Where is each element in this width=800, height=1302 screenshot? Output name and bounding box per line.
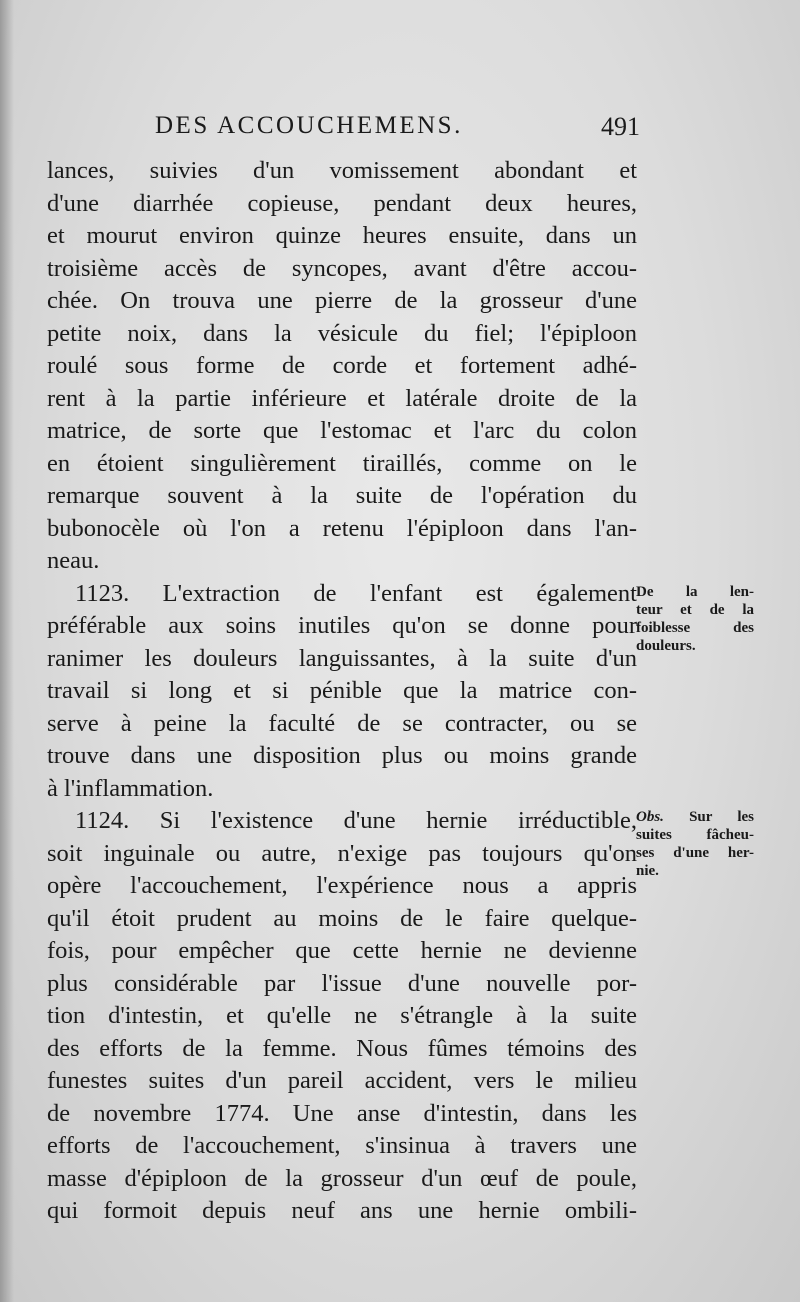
text-line: et mourut environ quinze heures ensuite, dans un bbox=[47, 222, 637, 249]
obs-label: Obs. bbox=[636, 809, 664, 825]
text-line: matrice, de sorte que l'estomac et l'arc du colon bbox=[47, 417, 637, 444]
text-line: tion d'intestin, et qu'elle ne s'étrangle à la suite bbox=[47, 1002, 637, 1029]
text-line: trouve dans une disposition plus ou moins grande bbox=[47, 742, 637, 769]
text-line: fois, pour empêcher que cette hernie ne devienne bbox=[47, 937, 637, 964]
text-line: funestes suites d'un pareil accident, vers le milieu bbox=[47, 1067, 637, 1094]
marginal-note-line: douleurs. bbox=[636, 638, 696, 654]
text-line: efforts de l'accouchement, s'insinua à travers une bbox=[47, 1132, 637, 1159]
marginal-note-line: foiblesse des bbox=[636, 620, 754, 636]
text-line: préférable aux soins inutiles qu'on se donne pour bbox=[47, 612, 637, 639]
running-head: DES ACCOUCHEMENS. bbox=[155, 112, 463, 139]
text-line: troisième accès de syncopes, avant d'être accou- bbox=[47, 254, 637, 282]
text-line: plus considérable par l'issue d'une nouvelle por- bbox=[47, 969, 637, 997]
marginal-note-2 bbox=[636, 808, 754, 880]
text-line: remarque souvent à la suite de l'opération du bbox=[47, 482, 637, 509]
text-line: en étoient singulièrement tiraillés, comme on le bbox=[47, 449, 637, 477]
text-line: masse d'épiploon de la grosseur d'un œuf de poule, bbox=[47, 1164, 637, 1192]
page-edge-shadow bbox=[0, 0, 14, 1302]
text-line: chée. On trouva une pierre de la grosseur d'une bbox=[47, 287, 637, 314]
marginal-note-line: ses d'une her- bbox=[636, 845, 754, 861]
marginal-note-1 bbox=[636, 583, 754, 655]
text-line: neau. bbox=[47, 547, 100, 574]
text-line: opère l'accouchement, l'expérience nous a appris bbox=[47, 872, 637, 899]
marginal-note-line bbox=[636, 808, 754, 826]
text-line: de novembre 1774. Une anse d'intestin, dans les bbox=[47, 1099, 637, 1127]
text-line: des efforts de la femme. Nous fûmes témoins des bbox=[47, 1034, 637, 1062]
text-line: ranimer les douleurs languissantes, à la suite d'un bbox=[47, 644, 637, 672]
text-line: rent à la partie inférieure et latérale droite de la bbox=[47, 384, 637, 412]
text-line: serve à peine la faculté de se contracter, ou se bbox=[47, 709, 637, 737]
page-number: 491 bbox=[601, 112, 640, 141]
text-line: travail si long et si pénible que la matrice con- bbox=[47, 677, 637, 704]
text-line: lances, suivies d'un vomissement abondant et bbox=[47, 157, 637, 184]
text-line: roulé sous forme de corde et fortement adhé- bbox=[47, 352, 637, 379]
marginal-note-line: suites fâcheu- bbox=[636, 827, 754, 843]
marginal-note-line: De la len- bbox=[636, 584, 754, 600]
text-line: à l'inflammation. bbox=[47, 774, 214, 802]
body-text bbox=[47, 155, 637, 1228]
text-line: bubonocèle où l'on a retenu l'épiploon dans l'an- bbox=[47, 514, 637, 542]
marginal-note-text: Sur les bbox=[689, 809, 754, 825]
text-line: qu'il étoit prudent au moins de le faire quelque- bbox=[47, 904, 637, 932]
text-line: soit inguinale ou autre, n'exige pas toujours qu'on bbox=[47, 839, 637, 867]
text-line: petite noix, dans la vésicule du fiel; l'épiploon bbox=[47, 319, 637, 347]
text-line: d'une diarrhée copieuse, pendant deux heures, bbox=[47, 189, 637, 217]
marginal-note-line: nie. bbox=[636, 863, 659, 879]
text-line: qui formoit depuis neuf ans une hernie ombili- bbox=[47, 1197, 637, 1224]
page-header bbox=[150, 112, 640, 152]
marginal-note-line: teur et de la bbox=[636, 602, 754, 618]
paragraph-1124-start: 1124. Si l'existence d'une hernie irréductible, bbox=[75, 807, 637, 834]
paragraph-1123-start: 1123. L'extraction de l'enfant est également bbox=[75, 579, 637, 607]
